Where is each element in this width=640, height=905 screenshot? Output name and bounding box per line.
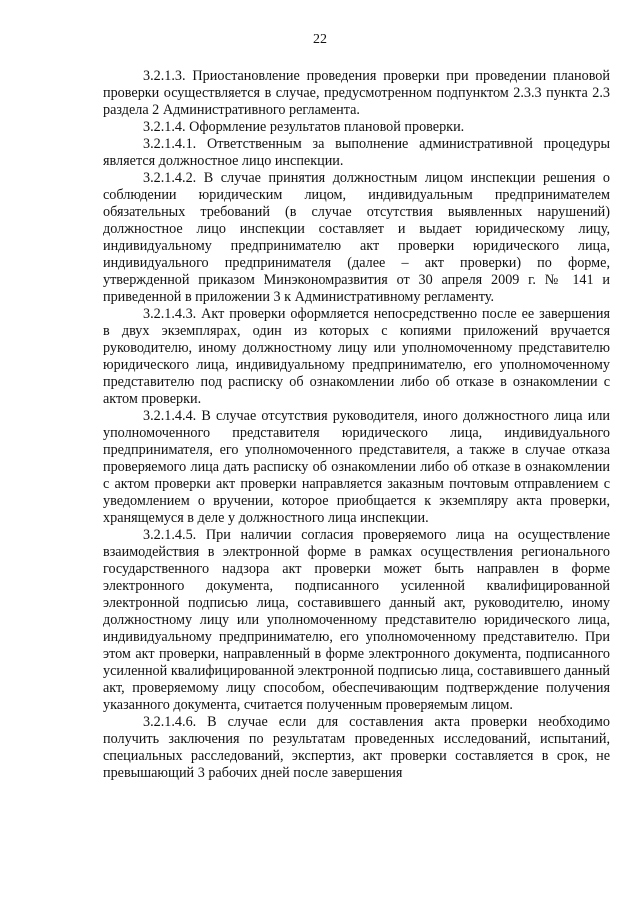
paragraph-3-2-1-4-5: 3.2.1.4.5. При наличии согласия проверяемого лица на осуществление взаимодействия в электронной форме в рамках осуществления регионального государственного надзора акт проверки может быть направлен в форме электронного документа, подписанного усиленной квалифицированной электронной подписью лица, составившего данный акт, руководителю, иному должностному лицу или уполномоченному представителю юридического лица, индивидуальному предпринимателю, его уполномоченному представителю. При этом акт проверки, направленный в форме электронного документа, подписанного усиленной квалифицированной электронной подписью лица, составившего данный акт, проверяемому лицу способом, обеспечивающим подтверждение получения указанного документа, считается полученным проверяемым лицом. <box>103 527 610 713</box>
paragraph-3-2-1-4-2: 3.2.1.4.2. В случае принятия должностным лицом инспекции решения о соблюдении юридическим лицом, индивидуальным предпринимателем обязательных требований (в случае отсутствия выявленных нарушений) должностное лицо инспекции составляет и выдает юридическому лицу, индивидуальному предпринимателю акт проверки юридического лица, индивидуального предпринимателя (далее – акт проверки) по форме, утвержденной приказом Минэкономразвития от 30 апреля 2009 г. № 141 и приведенной в приложении 3 к Административному регламенту. <box>103 170 610 305</box>
paragraph-3-2-1-4-6: 3.2.1.4.6. В случае если для составления акта проверки необходимо получить заключения по результатам проведенных исследований, испытаний, специальных расследований, экспертиз, акт проверки составляется в срок, не превышающий 3 рабочих дней после завершения <box>103 714 610 781</box>
paragraph-3-2-1-4-3: 3.2.1.4.3. Акт проверки оформляется непосредственно после ее завершения в двух экземплярах, один из которых с копиями приложений вручается руководителю, иному должностному лицу или уполномоченному представителю юридического лица, индивидуальному предпринимателю, его уполномоченному представителю под расписку об ознакомлении либо об отказе в ознакомлении с актом проверки. <box>103 306 610 407</box>
document-body <box>103 68 610 782</box>
page-number: 22 <box>313 32 327 47</box>
paragraph-3-2-1-4-1: 3.2.1.4.1. Ответственным за выполнение административной процедуры является должностное лицо инспекции. <box>103 136 610 169</box>
paragraph-3-2-1-3: 3.2.1.3. Приостановление проведения проверки при проведении плановой проверки осуществляется в случае, предусмотренном подпунктом 2.3.3 пункта 2.3 раздела 2 Административного регламента. <box>103 68 610 118</box>
paragraph-3-2-1-4: 3.2.1.4. Оформление результатов плановой проверки. <box>143 119 465 135</box>
paragraph-3-2-1-4-4: 3.2.1.4.4. В случае отсутствия руководителя, иного должностного лица или уполномоченного представителя юридического лица, индивидуального предпринимателя, его уполномоченного представителя, а также в случае отказа проверяемого лица дать расписку об ознакомлении либо об отказе в ознакомлении с актом проверки акт проверки направляется заказным почтовым отправлением с уведомлением о вручении, которое приобщается к экземпляру акта проверки, хранящемуся в деле у должностного лица инспекции. <box>103 408 610 526</box>
